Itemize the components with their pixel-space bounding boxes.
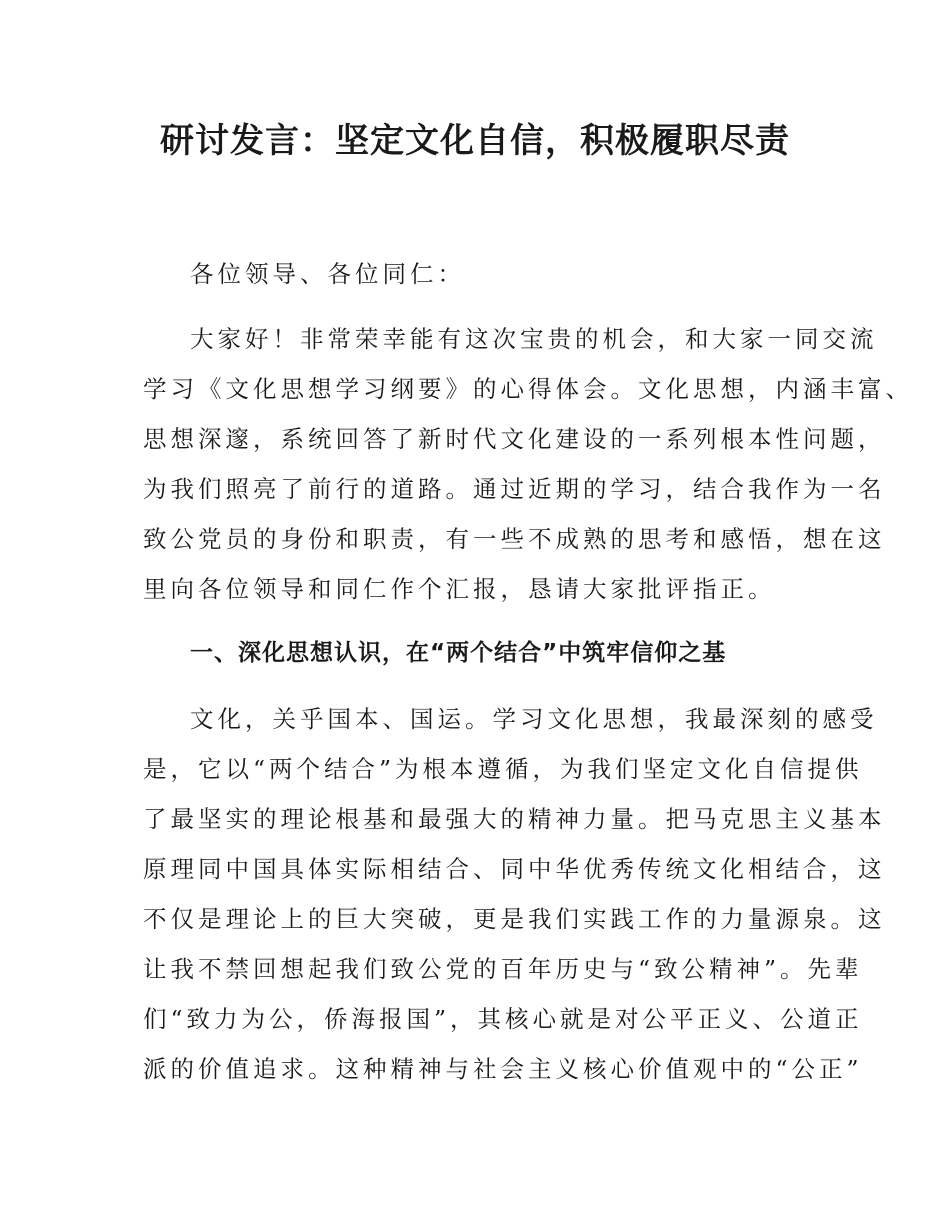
paragraph-line: 了最坚实的理论根基和最强大的精神力量。把马克思主义基本 bbox=[143, 805, 886, 833]
paragraph-line: 为我们照亮了前行的道路。通过近期的学习，结合我作为一名 bbox=[143, 475, 886, 503]
paragraph-line: 文化，关乎国本、国运。学习文化思想，我最深刻的感受 bbox=[190, 705, 878, 733]
paragraph-line: 是，它以“两个结合”为根本遵循，为我们坚定文化自信提供 bbox=[143, 755, 863, 783]
paragraph-line: 原理同中国具体实际相结合、同中华优秀传统文化相结合，这 bbox=[143, 855, 886, 883]
document-title: 研讨发言：坚定文化自信，积极履职尽责 bbox=[160, 121, 790, 161]
paragraph-line: 不仅是理论上的巨大突破，更是我们实践工作的力量源泉。这 bbox=[143, 905, 886, 933]
section-heading: 一、深化思想认识，在“两个结合”中筑牢信仰之基 bbox=[190, 640, 727, 666]
paragraph-line: 派的价值追求。这种精神与社会主义核心价值观中的“公正” bbox=[143, 1055, 863, 1083]
paragraph-line: 们“致力为公，侨海报国”，其核心就是对公平正义、公道正 bbox=[143, 1005, 863, 1033]
paragraph-line: 学习《文化思想学习纲要》的心得体会。文化思想，内涵丰富、 bbox=[143, 375, 913, 403]
paragraph-line: 思想深邃，系统回答了新时代文化建设的一系列根本性问题， bbox=[143, 425, 886, 453]
paragraph-line: 大家好！非常荣幸能有这次宝贵的机会，和大家一同交流 bbox=[190, 325, 878, 353]
paragraph-line: 致公党员的身份和职责，有一些不成熟的思考和感悟，想在这 bbox=[143, 525, 886, 553]
paragraph-line: 里向各位领导和同仁作个汇报，恳请大家批评指正。 bbox=[143, 575, 776, 603]
greeting: 各位领导、各位同仁： bbox=[190, 260, 465, 288]
paragraph-line: 让我不禁回想起我们致公党的百年历史与“致公精神”。先辈 bbox=[143, 955, 863, 983]
